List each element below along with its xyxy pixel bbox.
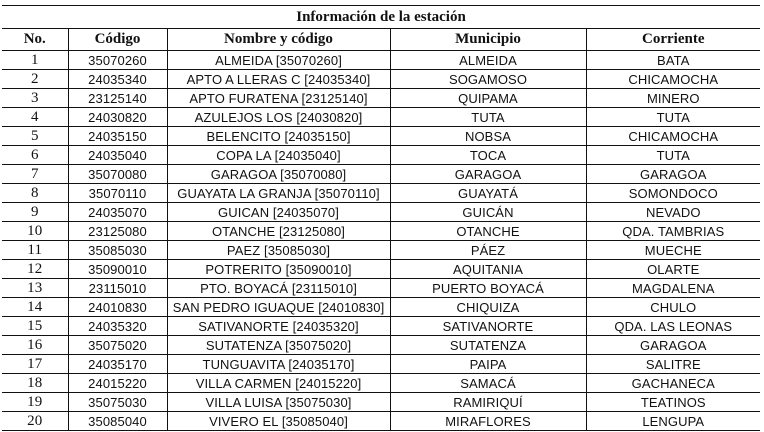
cell-municipio: CHIQUIZA xyxy=(390,298,586,317)
table-row xyxy=(2,241,760,260)
table-row xyxy=(2,89,760,108)
cell-no: 12 xyxy=(2,260,68,279)
station-info-table xyxy=(2,5,760,431)
cell-nombre: SATIVANORTE [24035320] xyxy=(167,317,390,336)
cell-no: 14 xyxy=(2,298,68,317)
cell-codigo: 35070080 xyxy=(68,165,167,184)
cell-no: 4 xyxy=(2,108,68,127)
cell-nombre: VILLA LUISA [35075030] xyxy=(167,393,390,412)
cell-no: 15 xyxy=(2,317,68,336)
cell-municipio: SAMACÁ xyxy=(390,374,586,393)
cell-nombre: BELENCITO [24035150] xyxy=(167,127,390,146)
cell-corriente: TUTA xyxy=(586,108,760,127)
cell-codigo: 35075030 xyxy=(68,393,167,412)
cell-nombre: PAEZ [35085030] xyxy=(167,241,390,260)
cell-corriente: QDA. LAS LEONAS xyxy=(586,317,760,336)
cell-corriente: MAGDALENA xyxy=(586,279,760,298)
cell-codigo: 23125080 xyxy=(68,222,167,241)
cell-codigo: 35085040 xyxy=(68,412,167,431)
cell-codigo: 24015220 xyxy=(68,374,167,393)
cell-codigo: 24035040 xyxy=(68,146,167,165)
cell-nombre: VILLA CARMEN [24015220] xyxy=(167,374,390,393)
cell-codigo: 35070260 xyxy=(68,51,167,70)
cell-no: 7 xyxy=(2,165,68,184)
cell-no: 17 xyxy=(2,355,68,374)
cell-no: 11 xyxy=(2,241,68,260)
cell-municipio: PUERTO BOYACÁ xyxy=(390,279,586,298)
cell-municipio: GUICÁN xyxy=(390,203,586,222)
cell-nombre: ALMEIDA [35070260] xyxy=(167,51,390,70)
cell-no: 10 xyxy=(2,222,68,241)
cell-corriente: OLARTE xyxy=(586,260,760,279)
cell-municipio: SOGAMOSO xyxy=(390,70,586,89)
cell-municipio: TOCA xyxy=(390,146,586,165)
table-row xyxy=(2,260,760,279)
cell-codigo: 24035320 xyxy=(68,317,167,336)
cell-nombre: OTANCHE [23125080] xyxy=(167,222,390,241)
cell-nombre: COPA LA [24035040] xyxy=(167,146,390,165)
cell-municipio: ALMEIDA xyxy=(390,51,586,70)
cell-corriente: CHULO xyxy=(586,298,760,317)
cell-corriente: TEATINOS xyxy=(586,393,760,412)
cell-corriente: GARAGOA xyxy=(586,336,760,355)
cell-no: 2 xyxy=(2,70,68,89)
cell-nombre: PTO. BOYACÁ [23115010] xyxy=(167,279,390,298)
cell-codigo: 24030820 xyxy=(68,108,167,127)
table-row xyxy=(2,165,760,184)
cell-corriente: NEVADO xyxy=(586,203,760,222)
cell-nombre: SAN PEDRO IGUAQUE [24010830] xyxy=(167,298,390,317)
cell-no: 13 xyxy=(2,279,68,298)
cell-no: 5 xyxy=(2,127,68,146)
cell-codigo: 23125140 xyxy=(68,89,167,108)
table-row xyxy=(2,279,760,298)
table-row xyxy=(2,374,760,393)
cell-corriente: TUTA xyxy=(586,146,760,165)
cell-municipio: OTANCHE xyxy=(390,222,586,241)
cell-no: 8 xyxy=(2,184,68,203)
cell-corriente: QDA. TAMBRIAS xyxy=(586,222,760,241)
cell-no: 18 xyxy=(2,374,68,393)
cell-municipio: TUTA xyxy=(390,108,586,127)
cell-corriente: CHICAMOCHA xyxy=(586,127,760,146)
cell-codigo: 24035340 xyxy=(68,70,167,89)
cell-nombre: GARAGOA [35070080] xyxy=(167,165,390,184)
table-row xyxy=(2,222,760,241)
cell-nombre: TUNGUAVITA [24035170] xyxy=(167,355,390,374)
cell-codigo: 35090010 xyxy=(68,260,167,279)
cell-municipio: NOBSA xyxy=(390,127,586,146)
cell-codigo: 24035170 xyxy=(68,355,167,374)
cell-nombre: SUTATENZA [35075020] xyxy=(167,336,390,355)
cell-nombre: AZULEJOS LOS [24030820] xyxy=(167,108,390,127)
cell-corriente: LENGUPA xyxy=(586,412,760,431)
column-header-row xyxy=(2,29,760,51)
cell-municipio: SUTATENZA xyxy=(390,336,586,355)
cell-municipio: PAIPA xyxy=(390,355,586,374)
table-row xyxy=(2,393,760,412)
table-row xyxy=(2,70,760,89)
cell-no: 19 xyxy=(2,393,68,412)
cell-codigo: 23115010 xyxy=(68,279,167,298)
cell-municipio: MIRAFLORES xyxy=(390,412,586,431)
table-row xyxy=(2,146,760,165)
cell-no: 3 xyxy=(2,89,68,108)
table-row xyxy=(2,298,760,317)
table-row xyxy=(2,51,760,70)
cell-municipio: SATIVANORTE xyxy=(390,317,586,336)
table-row xyxy=(2,203,760,222)
cell-corriente: MINERO xyxy=(586,89,760,108)
cell-codigo: 35075020 xyxy=(68,336,167,355)
cell-nombre: APTO A LLERAS C [24035340] xyxy=(167,70,390,89)
cell-no: 20 xyxy=(2,412,68,431)
cell-no: 16 xyxy=(2,336,68,355)
cell-codigo: 35070110 xyxy=(68,184,167,203)
cell-municipio: GARAGOA xyxy=(390,165,586,184)
table-row xyxy=(2,108,760,127)
header-municipio: Municipio xyxy=(390,29,586,51)
cell-municipio: GUAYATÁ xyxy=(390,184,586,203)
header-nombre: Nombre y código xyxy=(167,29,390,51)
cell-no: 1 xyxy=(2,51,68,70)
table-row xyxy=(2,355,760,374)
header-corriente: Corriente xyxy=(586,29,760,51)
cell-corriente: GARAGOA xyxy=(586,165,760,184)
cell-corriente: GACHANECA xyxy=(586,374,760,393)
header-codigo: Código xyxy=(68,29,167,51)
cell-nombre: GUAYATA LA GRANJA [35070110] xyxy=(167,184,390,203)
cell-municipio: RAMIRIQUÍ xyxy=(390,393,586,412)
cell-municipio: AQUITANIA xyxy=(390,260,586,279)
cell-codigo: 24035150 xyxy=(68,127,167,146)
table-body xyxy=(2,51,760,431)
table-row xyxy=(2,317,760,336)
cell-no: 6 xyxy=(2,146,68,165)
cell-corriente: BATA xyxy=(586,51,760,70)
cell-corriente: SALITRE xyxy=(586,355,760,374)
table-row xyxy=(2,336,760,355)
table-row xyxy=(2,127,760,146)
cell-nombre: POTRERITO [35090010] xyxy=(167,260,390,279)
cell-municipio: QUIPAMA xyxy=(390,89,586,108)
cell-nombre: APTO FURATENA [23125140] xyxy=(167,89,390,108)
cell-nombre: VIVERO EL [35085040] xyxy=(167,412,390,431)
table-group-title: Información de la estación xyxy=(2,6,760,29)
cell-corriente: CHICAMOCHA xyxy=(586,70,760,89)
table-row xyxy=(2,412,760,431)
cell-corriente: MUECHE xyxy=(586,241,760,260)
header-no: No. xyxy=(2,29,68,51)
cell-corriente: SOMONDOCO xyxy=(586,184,760,203)
cell-codigo: 35085030 xyxy=(68,241,167,260)
cell-nombre: GUICAN [24035070] xyxy=(167,203,390,222)
table-row xyxy=(2,184,760,203)
cell-municipio: PÁEZ xyxy=(390,241,586,260)
cell-codigo: 24035070 xyxy=(68,203,167,222)
cell-codigo: 24010830 xyxy=(68,298,167,317)
cell-no: 9 xyxy=(2,203,68,222)
